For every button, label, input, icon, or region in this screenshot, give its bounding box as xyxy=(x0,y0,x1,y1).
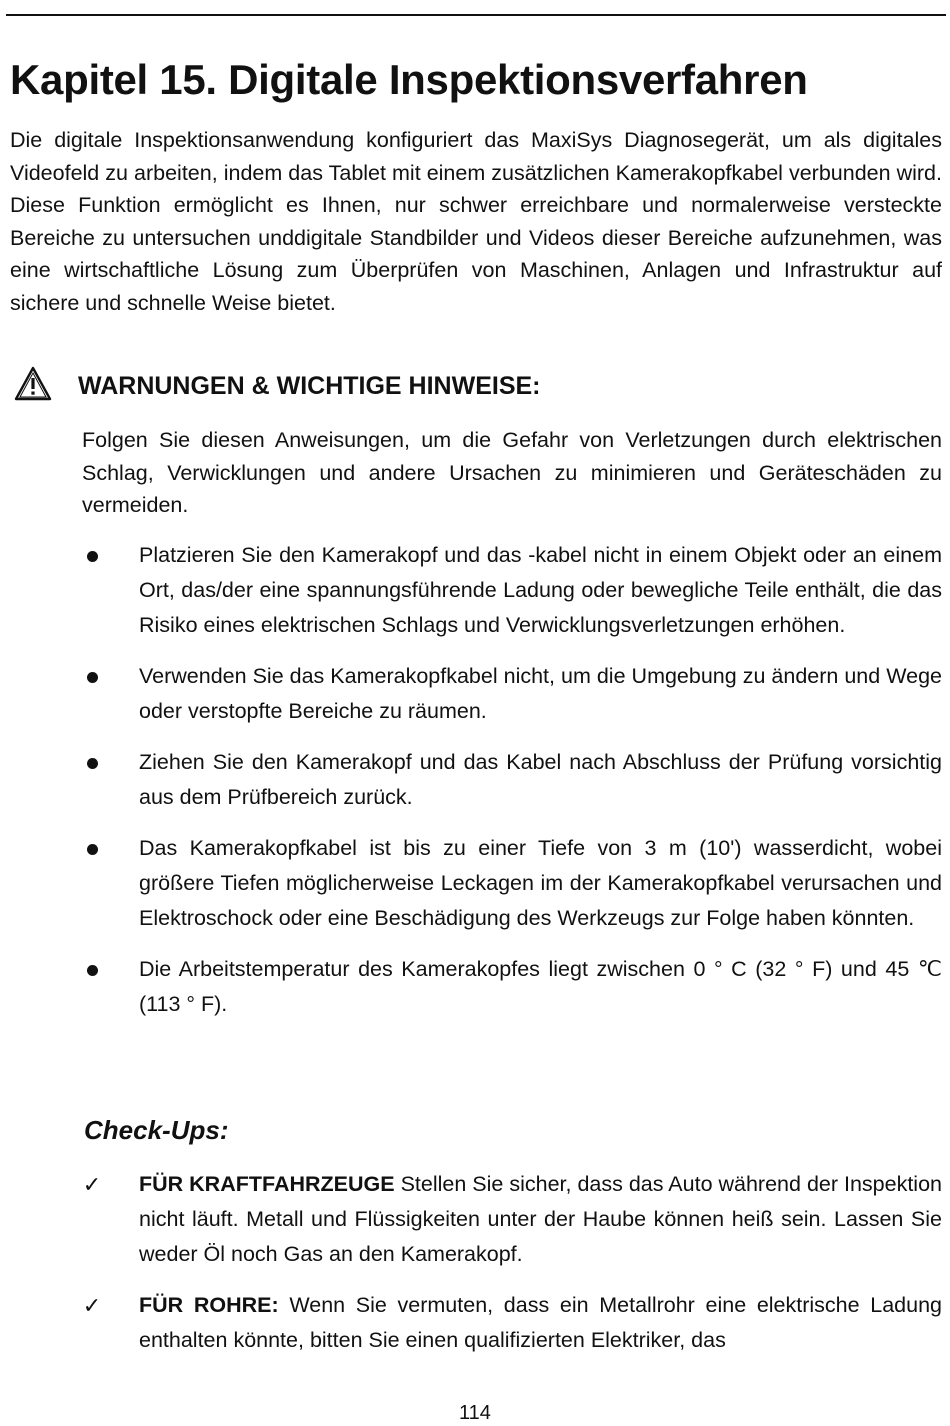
warning-triangle-icon xyxy=(14,366,52,402)
warnings-intro: Folgen Sie diesen Anweisungen, um die Gefahr von Verletzungen durch elektrischen Schlag, Verwicklungen und andere Ursachen zu minimieren und Geräteschäden zu vermeiden. xyxy=(82,428,942,517)
warnings-heading xyxy=(14,366,914,406)
list-item-text: Platzieren Sie den Kamerakopf und das -kabel nicht in einem Objekt oder an einem Ort, das/der eine spannungsführende Ladung oder bewegliche Teile enthält, die das Risiko eines elektrischen Schlags und Verwicklungsverletzungen erhöhen. xyxy=(139,543,942,637)
header-rule xyxy=(6,14,946,16)
warnings-list xyxy=(82,538,942,1038)
checkup-text: Stellen Sie sicher, dass das Auto während der Inspektion nicht läuft. Metall und Flüssigkeiten unter der Haube können heiß sein. Lassen Sie weder Öl noch Gas an den Kamerakopf. xyxy=(139,1172,942,1266)
bullet-icon xyxy=(82,952,102,987)
list-item xyxy=(82,1167,942,1272)
chapter-title: Kapitel 15. Digitale Inspektionsverfahren xyxy=(10,56,808,103)
bullet-icon xyxy=(82,659,102,694)
page-number: 114 xyxy=(459,1402,491,1424)
intro-paragraph: Die digitale Inspektionsanwendung konfiguriert das MaxiSys Diagnosegerät, um als digitales Videofeld zu arbeiten, indem das Tablet mit einem zusätzlichen Kamerakopfkabel verbunden wird. Diese Funktion ermöglicht es Ihnen, nur schwer erreichbare und normalerweise versteckte Bereiche zu untersuchen unddigitale Standbilder und Videos dieser Bereiche aufzunehmen, was eine wirtschaftliche Lösung zum Überprüfen von Maschinen, Anlagen und Infrastruktur auf sichere und schnelle Weise bietet. xyxy=(10,128,942,315)
checkup-label: FÜR KRAFTFAHRZEUGE xyxy=(139,1172,395,1196)
list-item xyxy=(82,745,942,815)
bullet-icon xyxy=(82,745,102,780)
list-item xyxy=(82,952,942,1022)
checkup-text: Wenn Sie vermuten, dass ein Metallrohr eine elektrische Ladung enthalten könnte, bitten Sie einen qualifizierten Elektriker, das xyxy=(139,1293,942,1352)
checkmark-icon: ✓ xyxy=(82,1172,102,1197)
warnings-title: WARNUNGEN & WICHTIGE HINWEISE: xyxy=(78,372,541,400)
bullet-icon xyxy=(82,538,102,573)
list-item xyxy=(82,831,942,936)
checkup-label: FÜR ROHRE: xyxy=(139,1293,279,1317)
list-item-text: Die Arbeitstemperatur des Kamerakopfes liegt zwischen 0 ° C (32 ° F) und 45 ℃ (113 ° F). xyxy=(139,957,942,1016)
checkups-list xyxy=(82,1167,942,1374)
list-item xyxy=(82,659,942,729)
checkups-title: Check-Ups: xyxy=(84,1115,229,1145)
list-item-text: Das Kamerakopfkabel ist bis zu einer Tiefe von 3 m (10') wasserdicht, wobei größere Tiefen möglicherweise Leckagen im der Kamerakopfkabel verursachen und Elektroschock oder eine Beschädigung des Werkzeugs zur Folge haben könnten. xyxy=(139,836,942,930)
list-item xyxy=(82,538,942,643)
checkmark-icon: ✓ xyxy=(82,1293,102,1318)
bullet-icon xyxy=(82,831,102,866)
list-item-text: Verwenden Sie das Kamerakopfkabel nicht, um die Umgebung zu ändern und Wege oder verstopfte Bereiche zu räumen. xyxy=(139,664,942,723)
list-item-text: Ziehen Sie den Kamerakopf und das Kabel nach Abschluss der Prüfung vorsichtig aus dem Prüfbereich zurück. xyxy=(139,750,942,809)
list-item xyxy=(82,1288,942,1358)
